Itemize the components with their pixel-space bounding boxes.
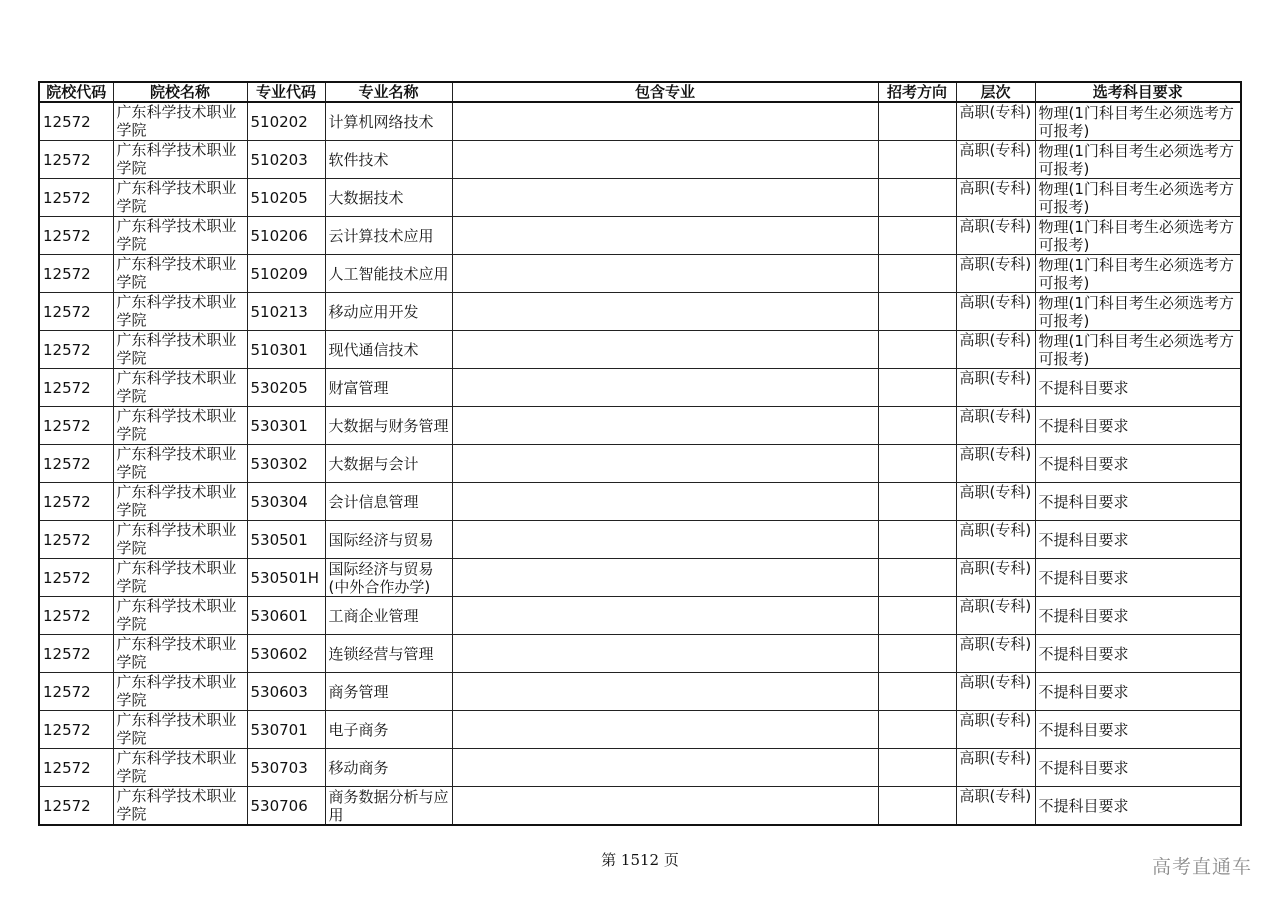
cell-major-name: 电子商务 <box>325 711 452 749</box>
table-row <box>39 635 1241 673</box>
cell-level: 高职(专科) <box>956 179 1035 217</box>
header-school-code: 院校代码 <box>39 82 113 102</box>
cell-direction <box>878 673 956 711</box>
cell-level: 高职(专科) <box>956 445 1035 483</box>
cell-level: 高职(专科) <box>956 559 1035 597</box>
cell-school-code: 12572 <box>39 369 113 407</box>
cell-school-name: 广东科学技术职业学院 <box>113 141 247 179</box>
cell-included-majors <box>452 711 878 749</box>
cell-included-majors <box>452 635 878 673</box>
header-major-name: 专业名称 <box>325 82 452 102</box>
cell-level: 高职(专科) <box>956 483 1035 521</box>
cell-direction <box>878 255 956 293</box>
cell-level: 高职(专科) <box>956 597 1035 635</box>
cell-school-code: 12572 <box>39 749 113 787</box>
cell-subject-requirement: 不提科目要求 <box>1035 369 1241 407</box>
cell-direction <box>878 369 956 407</box>
cell-level: 高职(专科) <box>956 102 1035 141</box>
cell-school-name: 广东科学技术职业学院 <box>113 102 247 141</box>
cell-level: 高职(专科) <box>956 787 1035 826</box>
cell-major-name: 移动应用开发 <box>325 293 452 331</box>
cell-school-name: 广东科学技术职业学院 <box>113 217 247 255</box>
table-row <box>39 711 1241 749</box>
cell-subject-requirement: 物理(1门科目考生必须选考方可报考) <box>1035 217 1241 255</box>
cell-school-name: 广东科学技术职业学院 <box>113 445 247 483</box>
cell-major-code: 530304 <box>247 483 325 521</box>
table-row <box>39 217 1241 255</box>
cell-included-majors <box>452 102 878 141</box>
cell-school-code: 12572 <box>39 597 113 635</box>
cell-major-name: 连锁经营与管理 <box>325 635 452 673</box>
cell-major-name: 软件技术 <box>325 141 452 179</box>
cell-included-majors <box>452 179 878 217</box>
table-row <box>39 559 1241 597</box>
cell-subject-requirement: 不提科目要求 <box>1035 559 1241 597</box>
cell-major-code: 530501H <box>247 559 325 597</box>
cell-level: 高职(专科) <box>956 521 1035 559</box>
cell-school-code: 12572 <box>39 787 113 826</box>
cell-included-majors <box>452 673 878 711</box>
cell-level: 高职(专科) <box>956 217 1035 255</box>
cell-direction <box>878 749 956 787</box>
cell-level: 高职(专科) <box>956 673 1035 711</box>
cell-major-name: 移动商务 <box>325 749 452 787</box>
cell-school-code: 12572 <box>39 179 113 217</box>
cell-subject-requirement: 不提科目要求 <box>1035 445 1241 483</box>
cell-subject-requirement: 不提科目要求 <box>1035 635 1241 673</box>
cell-school-name: 广东科学技术职业学院 <box>113 787 247 826</box>
cell-school-name: 广东科学技术职业学院 <box>113 331 247 369</box>
cell-included-majors <box>452 293 878 331</box>
cell-direction <box>878 521 956 559</box>
cell-major-code: 510206 <box>247 217 325 255</box>
cell-school-name: 广东科学技术职业学院 <box>113 559 247 597</box>
cell-subject-requirement: 物理(1门科目考生必须选考方可报考) <box>1035 141 1241 179</box>
cell-direction <box>878 102 956 141</box>
header-school-name: 院校名称 <box>113 82 247 102</box>
cell-major-code: 530301 <box>247 407 325 445</box>
cell-school-name: 广东科学技术职业学院 <box>113 521 247 559</box>
cell-included-majors <box>452 331 878 369</box>
cell-major-name: 工商企业管理 <box>325 597 452 635</box>
cell-included-majors <box>452 141 878 179</box>
table-row <box>39 749 1241 787</box>
cell-major-code: 530703 <box>247 749 325 787</box>
cell-school-code: 12572 <box>39 407 113 445</box>
cell-school-code: 12572 <box>39 102 113 141</box>
cell-major-code: 530501 <box>247 521 325 559</box>
cell-school-name: 广东科学技术职业学院 <box>113 711 247 749</box>
cell-school-code: 12572 <box>39 331 113 369</box>
cell-subject-requirement: 物理(1门科目考生必须选考方可报考) <box>1035 179 1241 217</box>
table-row <box>39 331 1241 369</box>
cell-major-name: 大数据技术 <box>325 179 452 217</box>
table-row <box>39 521 1241 559</box>
table-row <box>39 483 1241 521</box>
cell-direction <box>878 445 956 483</box>
cell-school-code: 12572 <box>39 559 113 597</box>
table-row <box>39 407 1241 445</box>
table-body <box>39 102 1241 825</box>
cell-major-name: 大数据与会计 <box>325 445 452 483</box>
cell-subject-requirement: 不提科目要求 <box>1035 787 1241 826</box>
cell-direction <box>878 559 956 597</box>
cell-included-majors <box>452 749 878 787</box>
cell-major-code: 530603 <box>247 673 325 711</box>
cell-school-code: 12572 <box>39 445 113 483</box>
table-row <box>39 787 1241 826</box>
cell-school-name: 广东科学技术职业学院 <box>113 179 247 217</box>
cell-level: 高职(专科) <box>956 749 1035 787</box>
cell-included-majors <box>452 217 878 255</box>
cell-school-name: 广东科学技术职业学院 <box>113 255 247 293</box>
cell-major-name: 财富管理 <box>325 369 452 407</box>
cell-school-code: 12572 <box>39 521 113 559</box>
cell-subject-requirement: 不提科目要求 <box>1035 749 1241 787</box>
cell-subject-requirement: 物理(1门科目考生必须选考方可报考) <box>1035 102 1241 141</box>
cell-level: 高职(专科) <box>956 141 1035 179</box>
cell-included-majors <box>452 369 878 407</box>
cell-major-name: 会计信息管理 <box>325 483 452 521</box>
cell-major-name: 商务管理 <box>325 673 452 711</box>
cell-included-majors <box>452 445 878 483</box>
cell-school-code: 12572 <box>39 635 113 673</box>
cell-subject-requirement: 不提科目要求 <box>1035 407 1241 445</box>
cell-major-name: 云计算技术应用 <box>325 217 452 255</box>
cell-direction <box>878 711 956 749</box>
cell-included-majors <box>452 483 878 521</box>
table-header-row <box>39 82 1241 102</box>
cell-subject-requirement: 不提科目要求 <box>1035 597 1241 635</box>
cell-school-name: 广东科学技术职业学院 <box>113 407 247 445</box>
cell-school-name: 广东科学技术职业学院 <box>113 369 247 407</box>
cell-subject-requirement: 不提科目要求 <box>1035 673 1241 711</box>
admission-table <box>38 81 1242 826</box>
cell-major-name: 大数据与财务管理 <box>325 407 452 445</box>
cell-school-code: 12572 <box>39 141 113 179</box>
header-direction: 招考方向 <box>878 82 956 102</box>
cell-included-majors <box>452 407 878 445</box>
table-row <box>39 673 1241 711</box>
cell-direction <box>878 141 956 179</box>
cell-major-code: 530601 <box>247 597 325 635</box>
cell-school-code: 12572 <box>39 711 113 749</box>
table-row <box>39 369 1241 407</box>
cell-major-name: 商务数据分析与应用 <box>325 787 452 826</box>
cell-school-name: 广东科学技术职业学院 <box>113 483 247 521</box>
cell-included-majors <box>452 597 878 635</box>
cell-major-code: 510213 <box>247 293 325 331</box>
cell-level: 高职(专科) <box>956 255 1035 293</box>
cell-major-name: 计算机网络技术 <box>325 102 452 141</box>
cell-major-name: 国际经济与贸易 <box>325 521 452 559</box>
cell-major-code: 530302 <box>247 445 325 483</box>
cell-level: 高职(专科) <box>956 369 1035 407</box>
cell-subject-requirement: 不提科目要求 <box>1035 711 1241 749</box>
cell-school-code: 12572 <box>39 217 113 255</box>
cell-included-majors <box>452 559 878 597</box>
cell-major-code: 510202 <box>247 102 325 141</box>
table-row <box>39 179 1241 217</box>
cell-level: 高职(专科) <box>956 407 1035 445</box>
cell-major-code: 510205 <box>247 179 325 217</box>
cell-direction <box>878 483 956 521</box>
cell-subject-requirement: 物理(1门科目考生必须选考方可报考) <box>1035 331 1241 369</box>
cell-major-name: 国际经济与贸易(中外合作办学) <box>325 559 452 597</box>
cell-direction <box>878 179 956 217</box>
cell-direction <box>878 293 956 331</box>
header-major-code: 专业代码 <box>247 82 325 102</box>
cell-direction <box>878 407 956 445</box>
cell-direction <box>878 331 956 369</box>
cell-included-majors <box>452 521 878 559</box>
cell-subject-requirement: 不提科目要求 <box>1035 521 1241 559</box>
watermark: 高考直通车 <box>1151 856 1252 878</box>
table-row <box>39 141 1241 179</box>
cell-school-code: 12572 <box>39 293 113 331</box>
cell-school-name: 广东科学技术职业学院 <box>113 293 247 331</box>
cell-included-majors <box>452 787 878 826</box>
header-subject-requirement: 选考科目要求 <box>1035 82 1241 102</box>
cell-school-name: 广东科学技术职业学院 <box>113 597 247 635</box>
cell-major-code: 530602 <box>247 635 325 673</box>
page-number: 第 1512 页 <box>601 851 679 869</box>
cell-school-code: 12572 <box>39 255 113 293</box>
cell-school-name: 广东科学技术职业学院 <box>113 673 247 711</box>
cell-level: 高职(专科) <box>956 635 1035 673</box>
cell-subject-requirement: 物理(1门科目考生必须选考方可报考) <box>1035 293 1241 331</box>
cell-direction <box>878 597 956 635</box>
header-included-majors: 包含专业 <box>452 82 878 102</box>
cell-level: 高职(专科) <box>956 331 1035 369</box>
table-row <box>39 293 1241 331</box>
table-row <box>39 255 1241 293</box>
cell-direction <box>878 787 956 826</box>
cell-school-code: 12572 <box>39 483 113 521</box>
cell-major-code: 530205 <box>247 369 325 407</box>
cell-direction <box>878 217 956 255</box>
cell-major-name: 人工智能技术应用 <box>325 255 452 293</box>
cell-school-name: 广东科学技术职业学院 <box>113 749 247 787</box>
header-level: 层次 <box>956 82 1035 102</box>
cell-major-code: 510301 <box>247 331 325 369</box>
cell-subject-requirement: 不提科目要求 <box>1035 483 1241 521</box>
cell-level: 高职(专科) <box>956 711 1035 749</box>
cell-major-code: 530701 <box>247 711 325 749</box>
cell-subject-requirement: 物理(1门科目考生必须选考方可报考) <box>1035 255 1241 293</box>
cell-direction <box>878 635 956 673</box>
cell-major-code: 510209 <box>247 255 325 293</box>
cell-school-name: 广东科学技术职业学院 <box>113 635 247 673</box>
cell-school-code: 12572 <box>39 673 113 711</box>
cell-major-name: 现代通信技术 <box>325 331 452 369</box>
table-row <box>39 102 1241 141</box>
cell-major-code: 510203 <box>247 141 325 179</box>
cell-included-majors <box>452 255 878 293</box>
table-row <box>39 597 1241 635</box>
cell-major-code: 530706 <box>247 787 325 826</box>
cell-level: 高职(专科) <box>956 293 1035 331</box>
table-row <box>39 445 1241 483</box>
